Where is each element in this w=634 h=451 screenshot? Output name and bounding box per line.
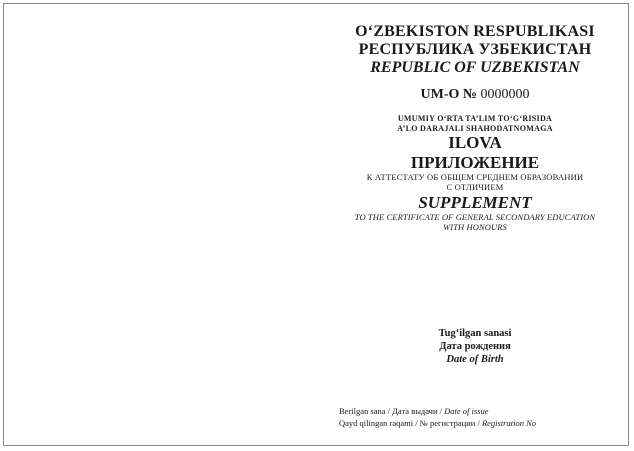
- birth-label-uz: Tug‘ilgan sanasi: [438, 328, 512, 339]
- birth-label-ru: Дата рождения: [439, 341, 511, 352]
- registration-label: [339, 418, 536, 429]
- supplement-sheet: [3, 3, 629, 446]
- issue-sep: /: [385, 406, 393, 416]
- serial-number: [320, 87, 630, 103]
- serial-prefix: UM-O №: [420, 87, 477, 102]
- registration-ru: № регистрации: [419, 418, 476, 428]
- certificate-uz-line1: UMUMIY O‘RTA TA’LIM TO‘G‘RISIDA: [397, 114, 553, 123]
- supplement-title-en: SUPPLEMENT: [418, 193, 532, 212]
- supplement-title-ru: ПРИЛОЖЕНИЕ: [410, 153, 540, 172]
- issue-date-label: [339, 406, 489, 417]
- certificate-uz-line2: A’LO DARAJALI SHAHODATNOMAGA: [397, 124, 553, 133]
- registration-sep: /: [475, 418, 482, 428]
- issue-uz: Berilgan sana: [339, 406, 386, 416]
- country-title-uz: O‘ZBEKISTON RESPUBLIKASI: [355, 23, 595, 40]
- issue-en: Date of issue: [444, 406, 489, 416]
- country-title-ru: РЕСПУБЛИКА УЗБЕКИСТАН: [358, 41, 592, 58]
- supplement-title-uz: ILOVA: [448, 133, 502, 152]
- registration-en: Registration No: [481, 418, 537, 428]
- supplement-ru-sub1: К АТТЕСТАТУ ОБ ОБЩЕМ СРЕДНЕМ ОБРАЗОВАНИИ: [366, 172, 584, 182]
- registration-uz: Qayd qilingan raqami: [339, 418, 414, 428]
- birth-label-en: Date of Birth: [446, 354, 504, 365]
- serial-value: 0000000: [480, 87, 530, 102]
- supplement-en-sub1: TO THE CERTIFICATE OF GENERAL SECONDARY EDUCATION: [354, 212, 596, 222]
- country-title-en: REPUBLIC OF UZBEKISTAN: [370, 59, 580, 76]
- supplement-ru-sub2: С ОТЛИЧИЕМ: [446, 182, 504, 192]
- title-block: [320, 4, 630, 366]
- issue-ru: Дата выдачи: [392, 406, 438, 416]
- registration-sep: /: [413, 418, 420, 428]
- supplement-en-sub2: WITH HONOURS: [443, 222, 507, 232]
- issue-sep: /: [437, 406, 445, 416]
